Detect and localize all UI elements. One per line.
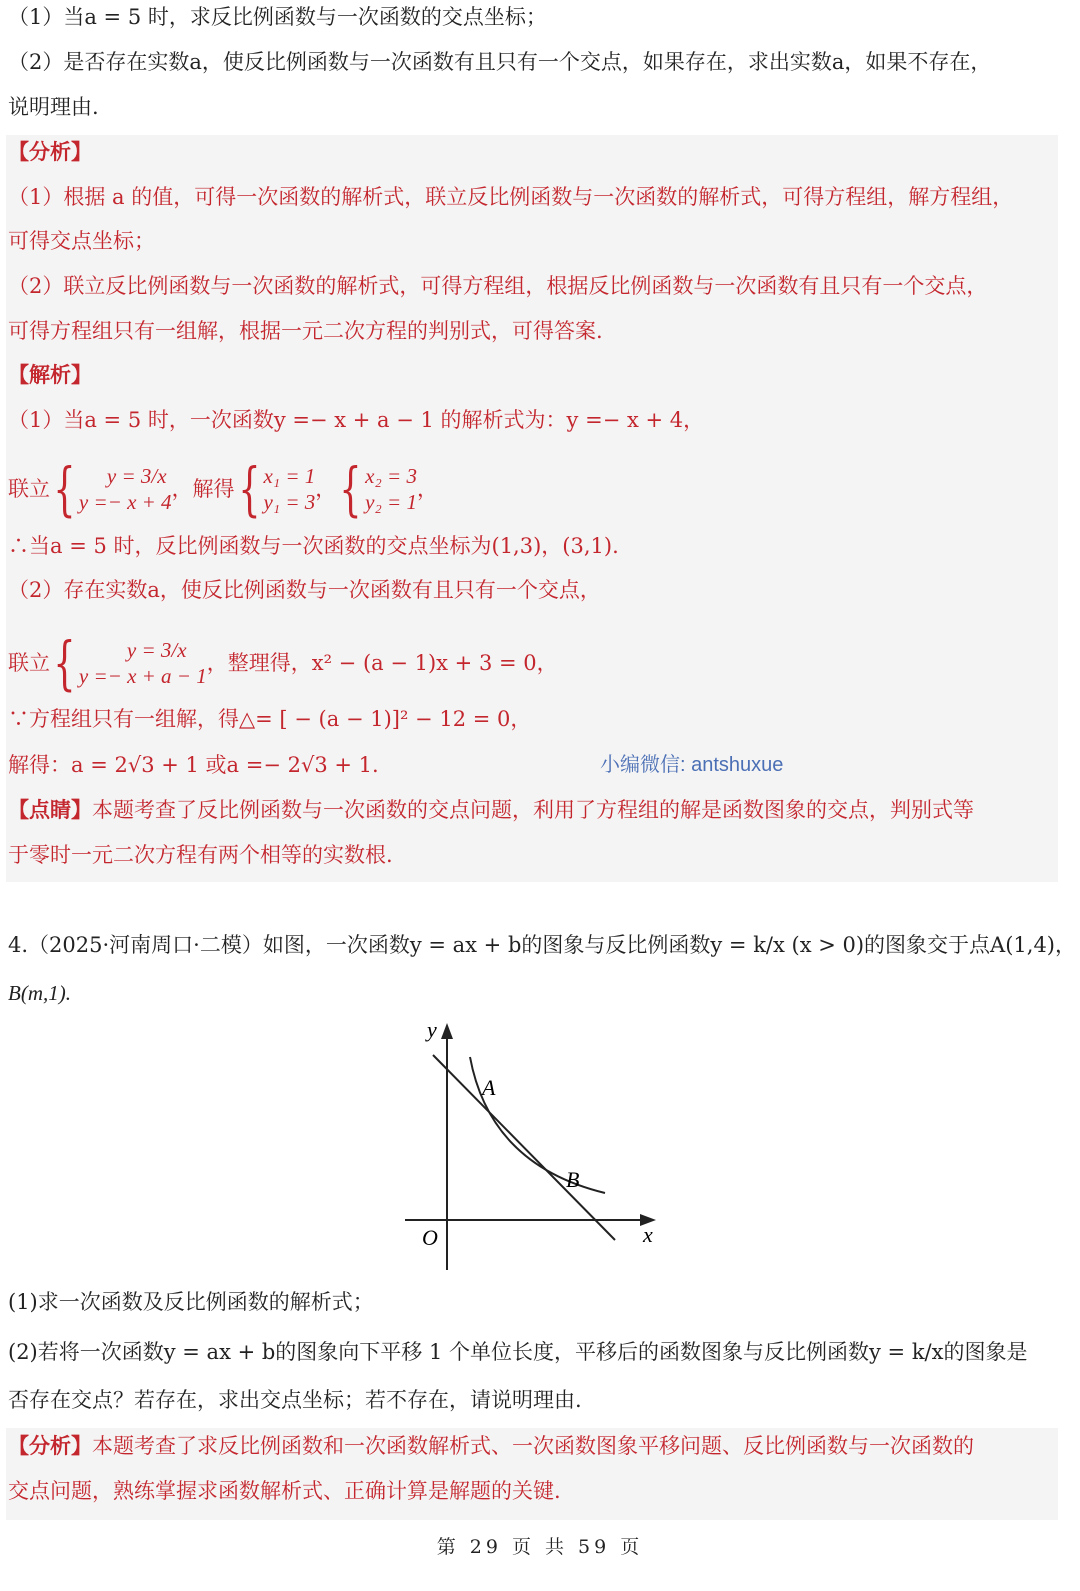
solution-line: （2）存在实数a，使反比例函数与一次函数有且只有一个交点， bbox=[8, 578, 601, 602]
solution-heading: 【解析】 bbox=[8, 362, 92, 387]
watermark: 小编微信: antshuxue bbox=[600, 754, 784, 776]
equation-system-1: 联立 { y = 3/x y =− x + 4 ，解得 { x₁ = 1 y₁ = 3 ， { x₂ = 3 y₂ = 1 ， bbox=[8, 455, 438, 523]
label-lianli: 联立 bbox=[8, 477, 50, 501]
x-label: x bbox=[643, 1222, 653, 1247]
label-lianli: 联立 bbox=[8, 651, 50, 675]
question4-part2-cont: 否存在交点？若存在，求出交点坐标；若不存在，请说明理由. bbox=[8, 1388, 582, 1412]
page-footer: 第 29 页 共 59 页 bbox=[436, 1536, 644, 1558]
comment-line bbox=[8, 795, 974, 825]
analysis2-heading: 【分析】 bbox=[8, 1433, 92, 1458]
y-label: y bbox=[427, 1017, 437, 1042]
question-part2-cont: 说明理由. bbox=[8, 95, 99, 119]
brace: { bbox=[53, 455, 76, 523]
comment-line: 于零时一元二次方程有两个相等的实数根. bbox=[8, 843, 393, 867]
solution-line: ∵方程组只有一组解，得△= [ − (a − 1)]² − 12 = 0， bbox=[8, 707, 532, 731]
linear-function-line bbox=[433, 1055, 615, 1240]
brace: { bbox=[53, 629, 76, 697]
question-part1: （1）当a = 5 时，求反比例函数与一次函数的交点坐标； bbox=[8, 5, 547, 29]
brace: { bbox=[237, 455, 261, 523]
origin-label: O bbox=[422, 1225, 438, 1250]
eq-bottom: y =− x + 4 bbox=[78, 490, 172, 514]
question4-line: B(m,1). bbox=[8, 981, 71, 1005]
eq-top: y = 3/x bbox=[126, 638, 187, 662]
question-part2: （2）是否存在实数a，使反比例函数与一次函数有且只有一个交点，如果存在，求出实数a，如果不存在， bbox=[8, 50, 992, 74]
comment-heading: 【点睛】 bbox=[8, 797, 92, 822]
analysis-line: （1）根据 a 的值，可得一次函数的解析式，联立反比例函数与一次函数的解析式，可得方程组，解方程组， bbox=[8, 185, 1014, 209]
eq-top: y = 3/x bbox=[106, 464, 167, 488]
label-zhengli: ，整理得，x² − (a − 1)x + 3 = 0， bbox=[206, 651, 558, 675]
sol-x1: x₁ = 1 bbox=[263, 464, 316, 488]
sol-y2: y₂ = 1 bbox=[365, 490, 417, 514]
solution-line: （1）当a = 5 时，一次函数y =− x + a − 1 的解析式为：y =− x + 4， bbox=[8, 408, 705, 432]
brace: { bbox=[339, 455, 362, 523]
sol-y1: y₁ = 3 bbox=[263, 490, 316, 514]
analysis-line: （2）联立反比例函数与一次函数的解析式，可得方程组，根据反比例函数与一次函数有且只有一个交点， bbox=[8, 274, 988, 298]
point-b-label: B bbox=[566, 1167, 580, 1192]
solution-line: 解得：a = 2√3 + 1 或a =− 2√3 + 1. bbox=[8, 753, 379, 777]
equation-system-2 bbox=[8, 629, 558, 697]
sol-x2: x₂ = 3 bbox=[365, 464, 417, 488]
analysis2-text: 本题考查了求反比例函数和一次函数解析式、一次函数图象平移问题、反比例函数与一次函数的 bbox=[92, 1434, 974, 1458]
y-arrow-icon bbox=[441, 1023, 453, 1039]
function-graph bbox=[400, 1015, 670, 1275]
analysis2-line: 交点问题，熟练掌握求函数解析式、正确计算是解题的关键. bbox=[8, 1479, 561, 1503]
analysis-line: 可得方程组只有一组解，根据一元二次方程的判别式，可得答案. bbox=[8, 319, 603, 343]
point-a-label: A bbox=[482, 1075, 496, 1100]
comment-text: 本题考查了反比例函数与一次函数的交点问题，利用了方程组的解是函数图象的交点，判别式等 bbox=[92, 798, 974, 822]
question4-part1: (1)求一次函数及反比例函数的解析式； bbox=[8, 1290, 374, 1314]
label-jiede: ，解得 bbox=[171, 477, 235, 501]
question4-part2: (2)若将一次函数y = ax + b的图象向下平移 1 个单位长度，平移后的函数图象与反比例函数y = k/x的图象是 bbox=[8, 1340, 1028, 1364]
solution-line: ∴当a = 5 时，反比例函数与一次函数的交点坐标为(1,3)，(3,1). bbox=[8, 534, 619, 558]
analysis2-line bbox=[8, 1431, 974, 1461]
analysis-heading: 【分析】 bbox=[8, 139, 92, 164]
eq-bottom: y =− x + a − 1 bbox=[78, 664, 207, 688]
question4-line: 4.（2025·河南周口·二模）如图，一次函数y = ax + b的图象与反比例函数y = k/x (x > 0)的图象交于点A(1,4)， bbox=[8, 933, 1077, 957]
analysis-line: 可得交点坐标； bbox=[8, 229, 155, 253]
